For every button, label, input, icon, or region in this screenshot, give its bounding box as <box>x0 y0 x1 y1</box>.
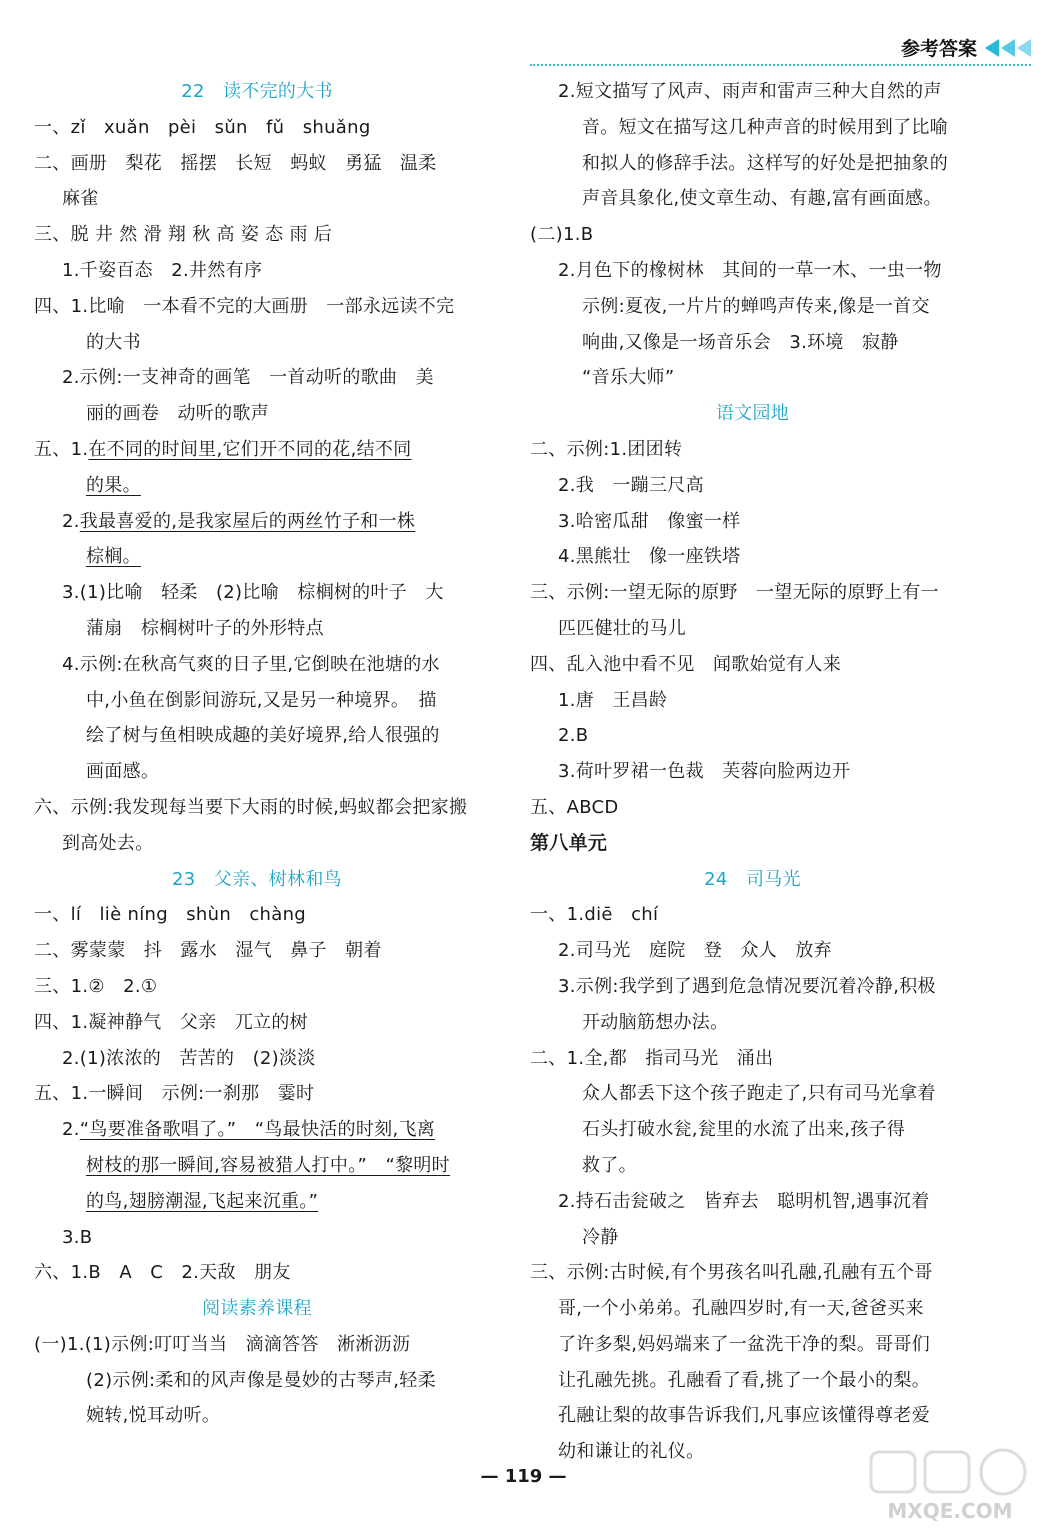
answer-line <box>34 754 480 790</box>
answer-text: 2.我 一蹦三尺高 <box>558 474 704 496</box>
section-heading <box>34 1291 480 1327</box>
left-column <box>34 74 480 1434</box>
answer-text: 的大书 <box>86 331 141 353</box>
underlined-answer-text: 在不同的时间里,它们开不同的花,结不同 <box>88 438 412 460</box>
underlined-answer-text: “鸟要准备歌唱了。” “鸟最快活的时刻,飞离 <box>79 1119 436 1141</box>
underlined-answer-text: 树枝的那一瞬间,容易被猎人打中。” “黎明时 <box>86 1154 450 1176</box>
answer-line <box>530 1327 975 1363</box>
answer-text: (2)示例:柔和的风声像是曼妙的古琴声,轻柔 <box>86 1369 436 1391</box>
answer-text: 2.月色下的橡树林 其间的一草一木、一虫一物 <box>558 259 942 281</box>
answer-text: 2.短文描写了风声、雨声和雷声三种大自然的声 <box>558 81 942 102</box>
answer-line <box>530 74 975 110</box>
answer-text: 孔融让梨的故事告诉我们,凡事应该懂得尊老爱 <box>558 1405 931 1427</box>
answer-line <box>530 647 975 683</box>
answer-text: 第八单元 <box>530 831 608 854</box>
underlined-answer-text: 的果。 <box>86 474 141 496</box>
answer-text: 3.B <box>62 1226 93 1248</box>
answer-line <box>34 1112 480 1148</box>
page-header <box>901 34 1031 61</box>
answer-text: 石头打破水瓮,瓮里的水流了出来,孩子得 <box>582 1119 906 1141</box>
answer-line <box>34 647 480 683</box>
answer-text: 中,小鱼在倒影间游玩,又是另一种境界。 描 <box>86 689 437 711</box>
svg-text:MXQE.COM: MXQE.COM <box>887 1499 1013 1523</box>
answer-line <box>34 575 480 611</box>
answer-text: 3.示例:我学到了遇到危急情况要沉着冷静,积极 <box>558 975 936 997</box>
answer-text: 声音具象化,使文章生动、有趣,富有画面感。 <box>582 188 942 210</box>
answer-text: 3.荷叶罗裙一色裁 芙蓉向脸两边开 <box>558 761 851 783</box>
answer-text: 五、1.一瞬间 示例:一刹那 霎时 <box>34 1083 315 1105</box>
answer-text: 到高处去。 <box>62 832 154 854</box>
section-heading <box>34 862 480 898</box>
answer-text: 音。短文在描写这几种声音的时候用到了比喻 <box>582 116 948 138</box>
answer-text: 3.(1)比喻 轻柔 (2)比喻 棕榈树的叶子 大 <box>62 582 444 604</box>
answer-text: 幼和谦让的礼仪。 <box>558 1441 705 1463</box>
answer-line <box>530 1363 975 1399</box>
answer-line <box>530 754 975 790</box>
answer-line <box>530 325 975 361</box>
underlined-answer-text: 我最喜爱的,是我家屋后的两丝竹子和一株 <box>79 510 416 532</box>
underlined-answer-text: 的鸟,翅膀潮湿,飞起来沉重。” <box>86 1190 319 1212</box>
answer-line <box>530 1112 975 1148</box>
answer-line <box>530 110 975 146</box>
answer-text: 23 父亲、树林和鸟 <box>172 868 342 890</box>
section-heading <box>530 862 975 898</box>
answer-line <box>530 289 975 325</box>
chevron-decoration-icon <box>985 39 1031 57</box>
answer-line <box>530 575 975 611</box>
answer-text: 阅读素养课程 <box>202 1298 312 1320</box>
answer-line <box>34 1076 480 1112</box>
answer-text: 四、乱入池中看不见 闻歌始觉有人来 <box>530 653 842 675</box>
answer-line <box>34 253 480 289</box>
underlined-answer-text: 棕榈。 <box>86 546 141 568</box>
answer-text: 救了。 <box>582 1154 637 1176</box>
answer-line <box>530 790 975 826</box>
answer-text: 丽的画卷 动听的歌声 <box>86 403 269 425</box>
answer-line <box>530 1076 975 1112</box>
answer-line <box>34 683 480 719</box>
answer-line <box>530 217 975 253</box>
answer-line <box>34 325 480 361</box>
answer-line <box>34 1398 480 1434</box>
answer-prefix: 五、1. <box>34 438 89 460</box>
answer-line <box>34 146 480 182</box>
answer-text: 五、ABCD <box>530 796 619 818</box>
answer-text: 一、lí liè níng shùn chàng <box>34 904 307 926</box>
answer-text: 了许多梨,妈妈端来了一盆洗干净的梨。哥哥们 <box>558 1333 931 1355</box>
answer-line <box>34 289 480 325</box>
answer-text: 24 司马光 <box>704 868 801 890</box>
answer-prefix: 2. <box>62 510 80 532</box>
answer-text: 二、雾蒙蒙 抖 露水 湿气 鼻子 朝着 <box>34 940 382 962</box>
answer-text: 众人都丢下这个孩子跑走了,只有司马光拿着 <box>582 1083 936 1105</box>
answer-text: 绘了树与鱼相映成趣的美好境界,给人很强的 <box>86 725 440 747</box>
answer-line <box>34 181 480 217</box>
answer-text: 和拟人的修辞手法。这样写的好处是把抽象的 <box>582 152 948 174</box>
answer-line <box>530 360 975 396</box>
answer-line <box>530 539 975 575</box>
header-title: 参考答案 <box>900 38 977 60</box>
watermark-logo-icon <box>865 1446 1035 1526</box>
answer-text: 22 读不完的大书 <box>181 81 333 102</box>
answer-line <box>34 1184 480 1220</box>
answer-text: 一、zǐ xuǎn pèi sǔn fǔ shuǎng <box>34 116 371 138</box>
answer-line <box>530 718 975 754</box>
answer-line <box>34 1041 480 1077</box>
answer-text: 四、1.比喻 一本看不完的大画册 一部永远读不完 <box>34 295 455 317</box>
answer-text: 蒲扇 棕榈树叶子的外形特点 <box>86 617 324 639</box>
answer-line <box>530 1005 975 1041</box>
answer-text: 2.示例:一支神奇的画笔 一首动听的歌曲 美 <box>62 367 434 389</box>
section-heading <box>34 74 480 110</box>
answer-text: 六、示例:我发现每当要下大雨的时候,蚂蚁都会把家搬 <box>34 796 468 818</box>
answer-text: “音乐大师” <box>582 367 675 389</box>
answer-line <box>530 146 975 182</box>
answer-line <box>34 1255 480 1291</box>
answer-line <box>34 1005 480 1041</box>
answer-line <box>530 1398 975 1434</box>
answer-text: 匹匹健壮的马儿 <box>558 617 687 639</box>
answer-text: 三、脱 井 然 滑 翔 秋 高 姿 态 雨 后 <box>34 224 333 246</box>
unit-heading <box>530 826 975 862</box>
answer-text: 示例:夏夜,一片片的蝉鸣声传来,像是一首交 <box>582 295 930 317</box>
answer-text: 婉转,悦耳动听。 <box>86 1405 221 1427</box>
answer-text: 3.哈密瓜甜 像蜜一样 <box>558 510 741 532</box>
answer-text: 1.千姿百态 2.井然有序 <box>62 259 263 281</box>
answer-text: (一)1.(1)示例:叮叮当当 滴滴答答 淅淅沥沥 <box>34 1333 411 1355</box>
answer-text: 哥,一个小弟弟。孔融四岁时,有一天,爸爸买来 <box>558 1298 924 1320</box>
answer-line <box>530 1291 975 1327</box>
answer-line <box>530 432 975 468</box>
answer-text: 三、示例:一望无际的原野 一望无际的原野上有一 <box>530 582 939 604</box>
answer-line <box>34 1220 480 1256</box>
answer-text: 冷静 <box>582 1226 619 1248</box>
answer-line <box>530 504 975 540</box>
answer-prefix: 2. <box>62 1119 80 1141</box>
answer-line <box>530 1255 975 1291</box>
answer-line <box>530 933 975 969</box>
answer-line <box>34 826 480 862</box>
answer-line <box>34 1327 480 1363</box>
answer-text: 开动脑筋想办法。 <box>582 1011 729 1033</box>
answer-line <box>34 504 480 540</box>
answer-text: 响曲,又像是一场音乐会 3.环境 寂静 <box>582 331 899 353</box>
answer-line <box>34 1363 480 1399</box>
answer-text: 二、画册 梨花 摇摆 长短 蚂蚁 勇猛 温柔 <box>34 152 437 174</box>
section-heading <box>530 396 975 432</box>
answer-text: 三、示例:古时候,有个男孩名叫孔融,孔融有五个哥 <box>530 1262 933 1284</box>
page-number: — 119 — <box>480 1466 567 1487</box>
answer-text: 4.黑熊壮 像一座铁塔 <box>558 546 741 568</box>
answer-line <box>530 468 975 504</box>
answer-text: 三、1.② 2.① <box>34 975 158 997</box>
answer-line <box>34 611 480 647</box>
answer-line <box>530 1184 975 1220</box>
answer-text: 二、示例:1.团团转 <box>530 438 683 460</box>
answer-text: 2.(1)浓浓的 苦苦的 (2)淡淡 <box>62 1047 316 1069</box>
answer-text: 2.司马光 庭院 登 众人 放弃 <box>558 940 832 962</box>
answer-line <box>530 1220 975 1256</box>
answer-line <box>34 217 480 253</box>
answer-line <box>34 539 480 575</box>
header-divider <box>530 64 1031 66</box>
answer-text: 语文园地 <box>715 403 790 425</box>
answer-text: 麻雀 <box>62 188 99 210</box>
answer-line <box>34 790 480 826</box>
answer-line <box>34 897 480 933</box>
answer-text: 让孔融先挑。孔融看了看,挑了一个最小的梨。 <box>558 1369 931 1391</box>
answer-line <box>34 432 480 468</box>
answer-text: 2.持石击瓮破之 皆弃去 聪明机智,遇事沉着 <box>558 1190 930 1212</box>
answer-line <box>530 969 975 1005</box>
answer-text: 画面感。 <box>86 761 160 783</box>
answer-line <box>34 933 480 969</box>
answer-line <box>34 396 480 432</box>
answer-line <box>34 718 480 754</box>
answer-line <box>530 181 975 217</box>
answer-text: 四、1.凝神静气 父亲 兀立的树 <box>34 1011 308 1033</box>
answer-line <box>530 683 975 719</box>
answer-text: 一、1.diē chí <box>530 904 659 926</box>
right-column <box>530 74 975 1470</box>
answer-text: 1.唐 王昌龄 <box>558 689 668 711</box>
answer-line <box>34 969 480 1005</box>
answer-line <box>34 110 480 146</box>
answer-line <box>530 1148 975 1184</box>
answer-text: 2.B <box>558 725 589 747</box>
answer-text: 4.示例:在秋高气爽的日子里,它倒映在池塘的水 <box>62 653 440 675</box>
answer-line <box>34 1148 480 1184</box>
answer-line <box>530 611 975 647</box>
answer-line <box>530 897 975 933</box>
answer-text: 二、1.全,都 指司马光 涌出 <box>530 1047 774 1069</box>
answer-line <box>530 1041 975 1077</box>
answer-text: 六、1.B A C 2.天敌 朋友 <box>34 1262 291 1284</box>
answer-line <box>530 253 975 289</box>
answer-line <box>34 360 480 396</box>
answer-line <box>34 468 480 504</box>
answer-text: (二)1.B <box>530 224 594 246</box>
